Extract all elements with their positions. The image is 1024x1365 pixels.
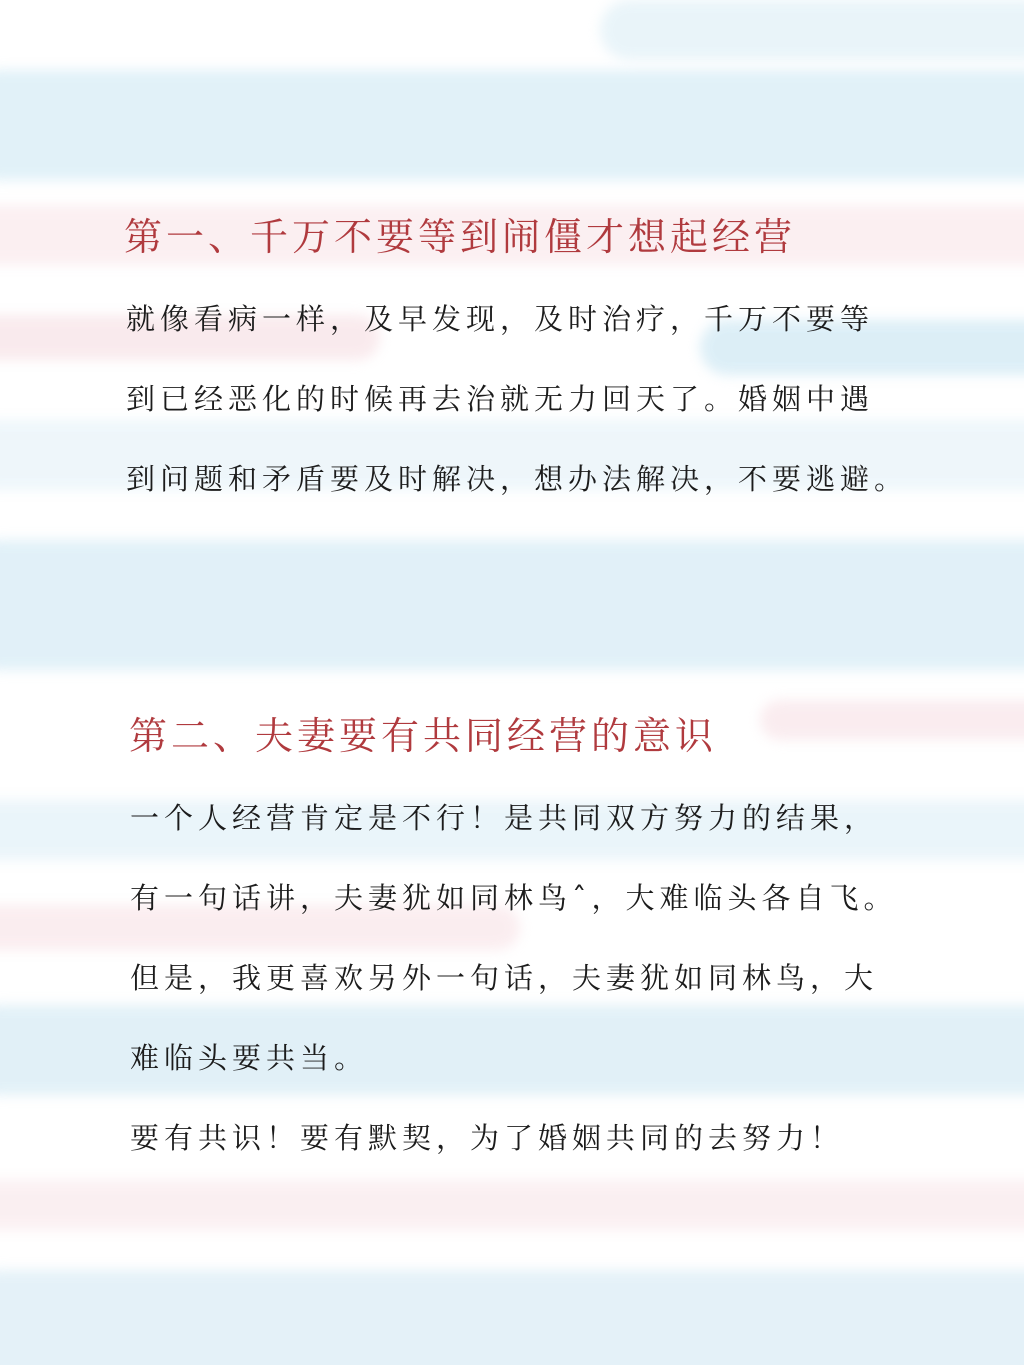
- section1-line-3: 到问题和矛盾要及时解决，想办法解决，不要逃避。: [126, 462, 909, 496]
- section2-heading: 第二、夫妻要有共同经营的意识: [129, 714, 718, 758]
- section2-line-4: 难临头要共当。: [130, 1041, 369, 1075]
- section2-line-5: 要有共识！要有默契，为了婚姻共同的去努力！: [130, 1121, 845, 1155]
- section2-line-2: 有一句话讲，夫妻犹如同林鸟ˆ，大难临头各自飞。: [130, 881, 898, 915]
- section1-line-2: 到已经恶化的时候再去治就无力回天了。婚姻中遇: [126, 382, 875, 416]
- section1-heading: 第一、千万不要等到闹僵才想起经营: [124, 215, 797, 259]
- section2-line-3: 但是，我更喜欢另外一句话，夫妻犹如同林鸟，大: [130, 961, 879, 995]
- section2-line-1: 一个人经营肯定是不行！是共同双方努力的结果，: [130, 801, 879, 835]
- section1-line-1: 就像看病一样，及早发现，及时治疗，千万不要等: [126, 302, 875, 336]
